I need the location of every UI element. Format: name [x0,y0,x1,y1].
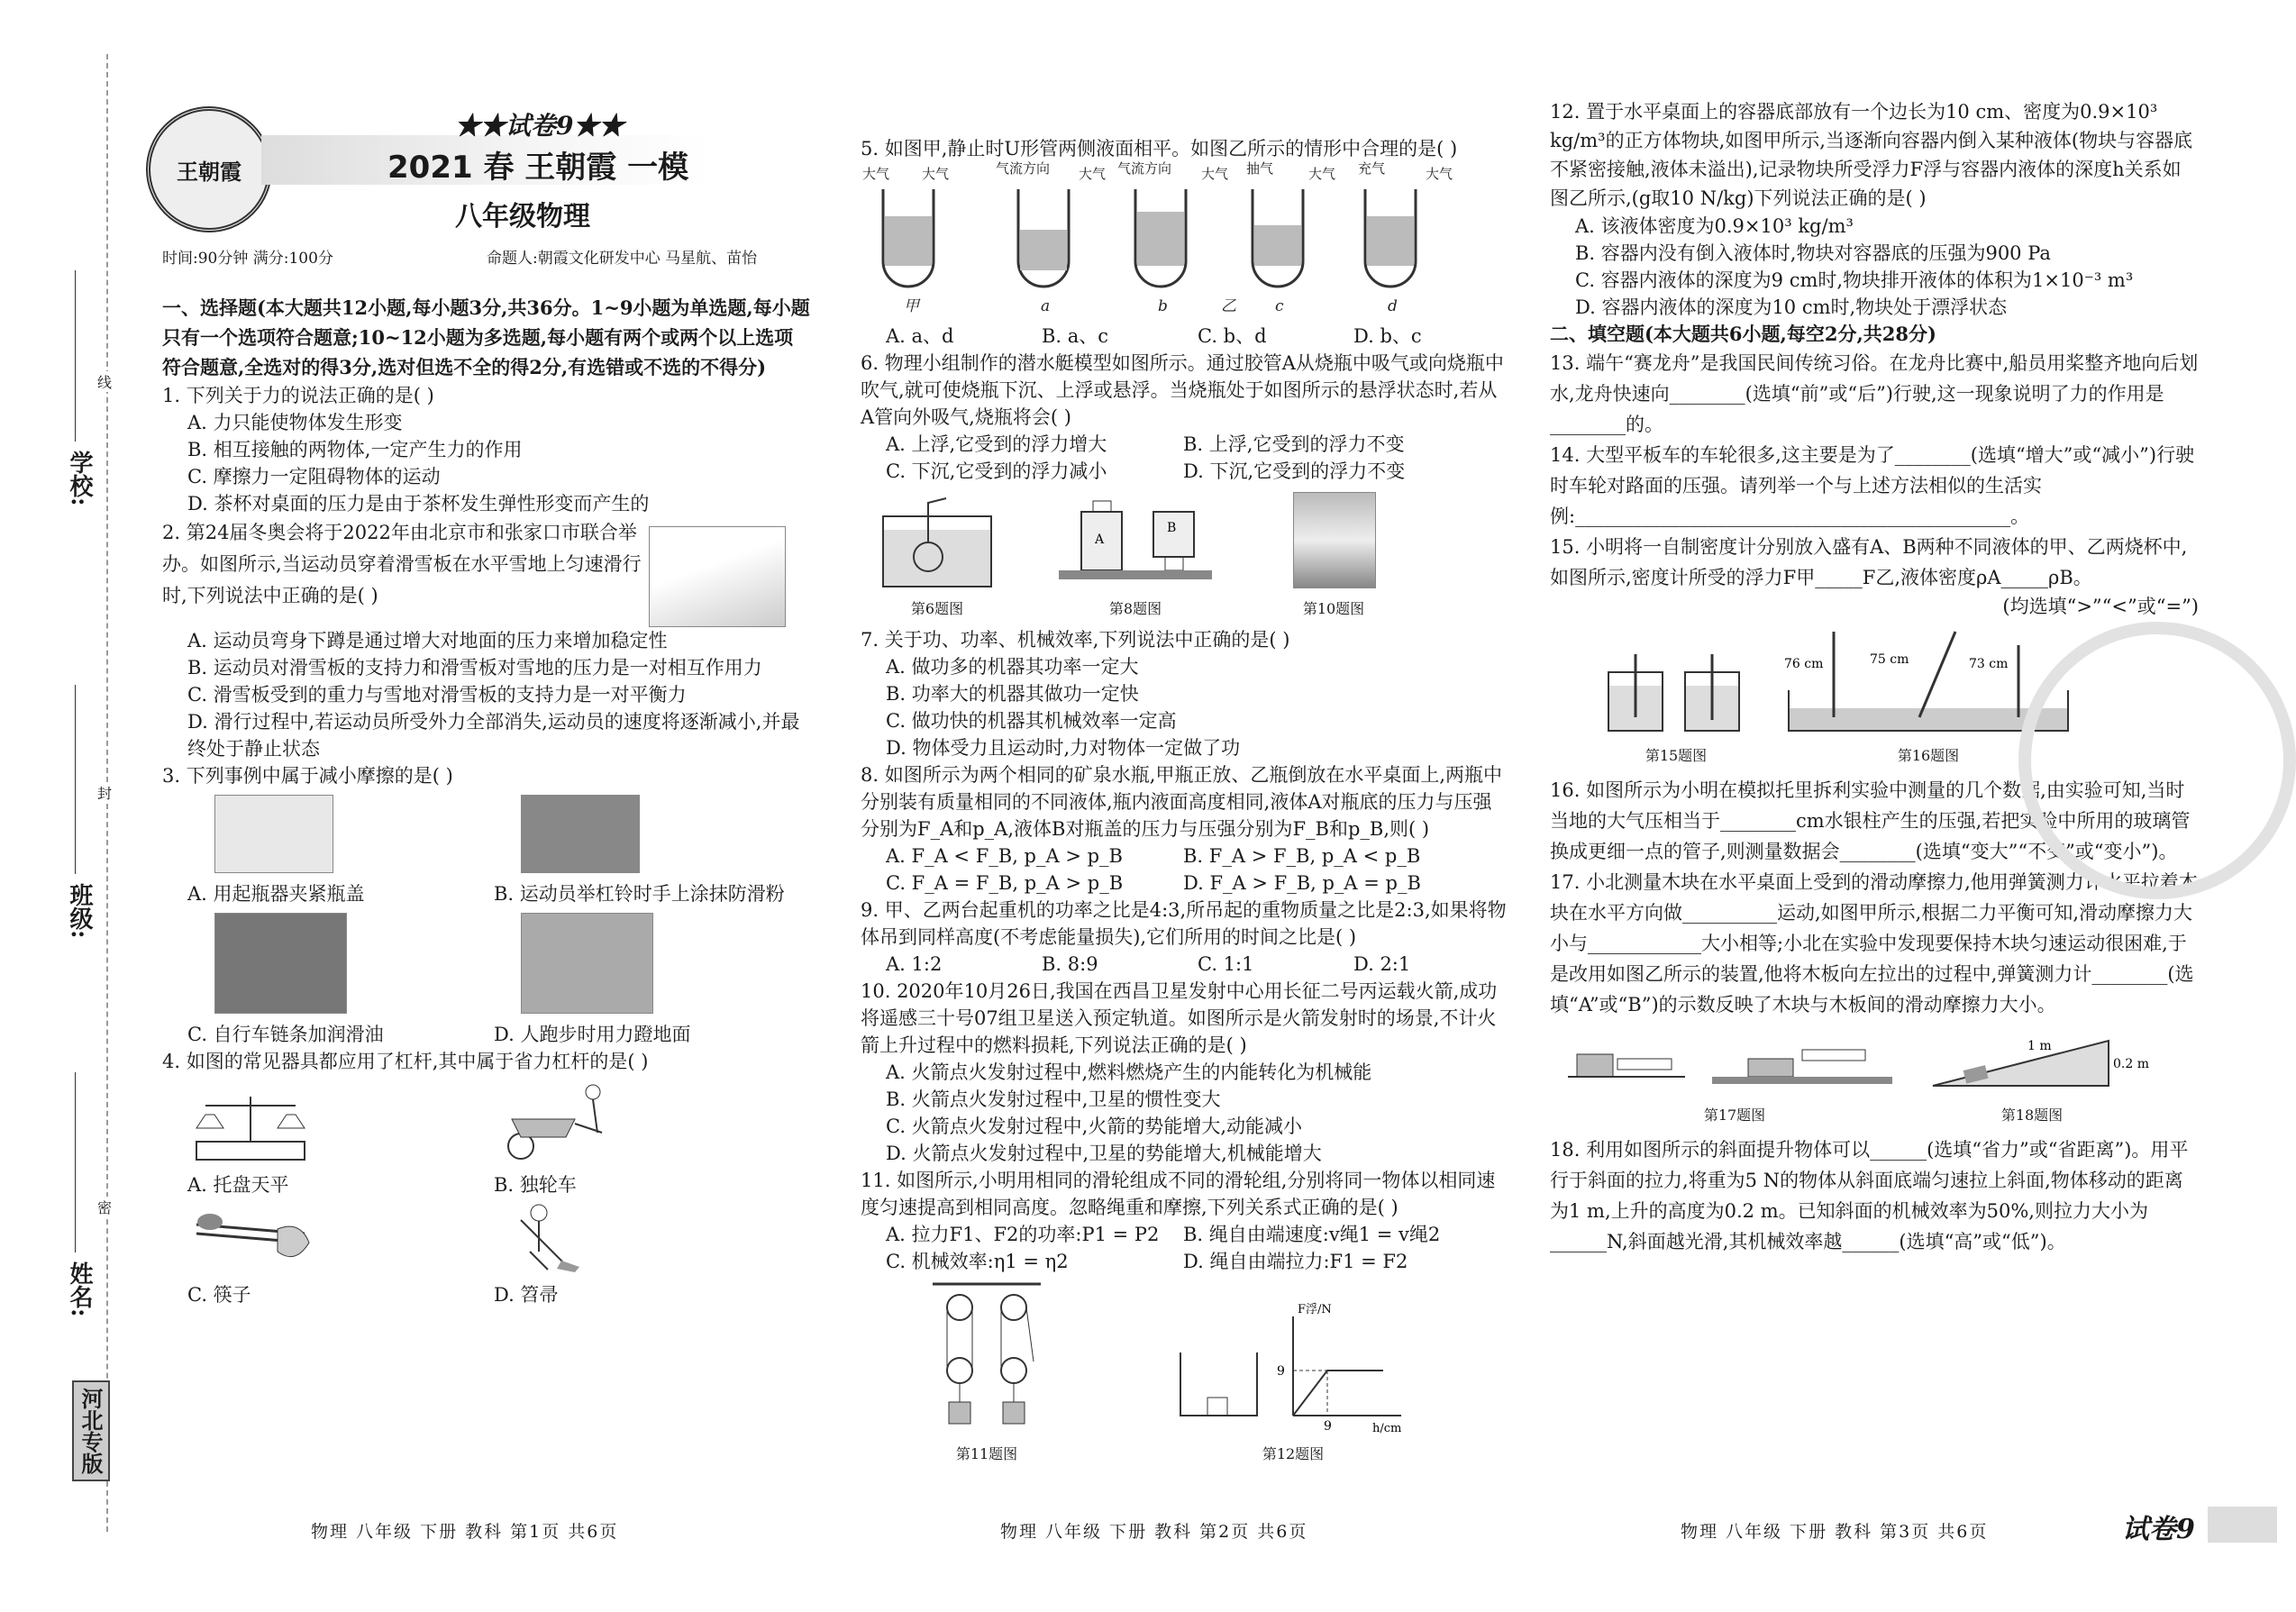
q9-option-d[interactable]: D. 2:1 [1353,953,1411,975]
q2-option-d[interactable]: D. 滑行过程中,若运动员所受外力全部消失,运动员的速度将逐渐减小,并最终处于静止状态 [187,711,800,760]
graph-x-axis-label: h/cm [1372,1422,1402,1435]
air-label: 大气 [862,166,890,182]
q6-option-b[interactable]: B. 上浮,它受到的浮力不变 [1183,433,1405,455]
q6-options-row2 [861,458,1509,485]
stamp-watermark [2018,622,2296,899]
air-label: 大气 [1201,166,1229,182]
q6-option-c[interactable]: C. 下沉,它受到的浮力减小 [886,460,1107,482]
q8-option-d[interactable]: D. F_A > F_B, p_A = p_B [1183,872,1421,894]
bottles-figure [1059,494,1212,588]
q6-option-a[interactable]: A. 上浮,它受到的浮力增大 [886,433,1107,455]
q15-note: (均选填“>”“<”或“=”) [2002,596,2199,617]
q8-option-b[interactable]: B. F_A > F_B, p_A < p_B [1183,845,1421,867]
fig-label: 甲 [904,297,919,315]
school-field[interactable] [75,270,76,442]
q8-options-row2 [861,870,1509,897]
region-badge: 河北专版 [72,1380,110,1481]
skier-image [649,526,786,627]
logo-text: 王朝霞 [177,158,241,185]
graph-y-axis-label: F浮/N [1298,1303,1332,1316]
q3-stem: 3. 下列事例中属于减小摩擦的是( ) [162,765,453,787]
seal-text-dense: 密 [97,1197,112,1217]
q6-options-row1 [861,431,1509,458]
q13-stem: 13. 端午“赛龙舟”是我国民间传统习俗。在龙舟比赛中,船员用桨整齐地向后划水,龙舟快速向________(选填“前”或“后”)行驶,这一现象说明了力的作用是________的。 [1550,352,2199,435]
friction-figure [1568,1032,1901,1095]
q10-option-b[interactable]: B. 火箭点火发射过程中,卫星的惯性变大 [886,1088,1221,1110]
q11-option-b[interactable]: B. 绳自由端速度:v绳1 = v绳2 [1183,1224,1441,1245]
class-label: 班级: [66,883,93,939]
svg-text:B: B [1167,521,1177,535]
q7-stem: 7. 关于功、功率、机械效率,下列说法中正确的是( ) [861,629,1290,651]
q9-options [861,951,1509,978]
q3-option-b[interactable]: B. 运动员举杠铃时手上涂抹防滑粉 [494,883,785,905]
fig16-caption: 第16题图 [1897,747,1960,764]
q12-option-c[interactable]: C. 容器内液体的深度为9 cm时,物块排开液体的体积为1×10⁻³ m³ [1575,269,2134,291]
q1-option-b[interactable]: B. 相互接触的两物体,一定产生力的作用 [187,439,523,460]
q3-option-a[interactable]: A. 用起瓶器夹紧瓶盖 [187,883,365,905]
q4-option-d[interactable]: D. 笤帚 [494,1284,559,1306]
fill-label: 充气 [1358,160,1386,177]
q11-option-c[interactable]: C. 机械效率:η1 = η2 [886,1251,1069,1272]
rocket-launch-image [1293,492,1376,588]
section-2-heading: 二、填空题(本大题共6小题,每空2分,共28分) [1550,323,1936,345]
q7-option-a[interactable]: A. 做功多的机器其功率一定大 [886,656,1139,678]
q2-block [162,517,811,627]
air-label: 大气 [1079,166,1107,182]
q3-images-row1 [162,795,811,907]
fig-label: 乙 [1221,297,1236,315]
q10-stem: 10. 2020年10月26日,我国在西昌卫星发射中心用长征二号丙运载火箭,成功将遥感三十号07组卫星送入预定轨道。如图所示是火箭发射时的场景,不计火箭上升过程中的燃料损耗,下列说法正确的是( ) [861,980,1498,1056]
q3-option-c[interactable]: C. 自行车链条加润滑油 [187,1024,384,1045]
pulley-figure [933,1280,1041,1434]
q8-options-row1 [861,842,1509,870]
q14-stem: 14. 大型平板车的车轮很多,这主要是为了________(选填“增大”或“减小”)行驶时车轮对路面的压强。请列举一个与上述方法相似的生活实例:______________________________________________。 [1550,444,2195,527]
footer-page-3: 物理 八年级 下册 教科 第3页 共6页 [1681,1522,1989,1542]
flow-label: 气流方向 [1117,160,1172,177]
svg-text:A: A [1095,533,1105,547]
q12-option-d[interactable]: D. 容器内液体的深度为10 cm时,物块处于漂浮状态 [1575,296,2008,318]
q7-option-b[interactable]: B. 功率大的机器其做功一定快 [886,683,1139,705]
q2-option-a[interactable]: A. 运动员弯身下蹲是通过增大对地面的压力来增加稳定性 [187,630,668,651]
seal-text-seal: 封 [97,782,112,803]
q8-option-a[interactable]: A. F_A < F_B, p_A > p_B [886,845,1123,867]
q12-option-a[interactable]: A. 该液体密度为0.9×10³ kg/m³ [1575,215,1854,237]
q6-stem: 6. 物理小组制作的潜水艇模型如图所示。通过胶管A从烧瓶中吸气或向烧瓶中吹气,就可使烧瓶下沉、上浮或悬浮。当烧瓶处于如图所示的悬浮状态时,若从A管向外吸气,烧瓶将会( ) [861,352,1504,428]
hydrometer-figure [1604,650,1748,735]
incline-height-label: 0.2 m [2113,1057,2149,1071]
q11-option-d[interactable]: D. 绳自由端拉力:F1 = F2 [1183,1251,1408,1272]
q4-option-a[interactable]: A. 托盘天平 [187,1174,289,1196]
q10-option-c[interactable]: C. 火箭点火发射过程中,火箭的势能增大,动能减小 [886,1116,1303,1137]
broom-image [494,1202,620,1274]
q3-image-c [214,913,347,1014]
q11-stem: 11. 如图所示,小明用相同的滑轮组成不同的滑轮组,分别将同一物体以相同速度匀速提高到相同高度。忽略绳重和摩擦,下列关系式正确的是( ) [861,1170,1496,1218]
name-label: 姓名: [66,1261,93,1317]
q7-option-c[interactable]: C. 做功快的机器其机械效率一定高 [886,710,1177,732]
fig-label: b [1158,297,1168,315]
q3-image-d [521,913,653,1014]
incline-figure [1928,1027,2149,1095]
q17-stem: 17. 小北测量木块在水平桌面上受到的滑动摩擦力,他用弹簧测力计水平拉着木块在水平方向做__________运动,如图甲所示,根据二力平衡可知,滑动摩擦力大小与____________大小相等;小北在实验中发现要保持木块匀速运动很困难,于是改用如图乙所示的装置,他将木板向左拉出的过程中,弹簧测力计________(选填“A”或“B”)的示数反映了木块与木板间的滑动摩擦力大小。 [1550,871,2198,1015]
fig-label: d [1388,297,1398,315]
footer-tag-bar [2208,1507,2277,1543]
u-tube-figure [861,162,1491,315]
air-label: 大气 [1426,166,1453,182]
q9-stem: 9. 甲、乙两台起重机的功率之比是4:3,所吊起的重物质量之比是2:3,如果将物体吊到同样高度(不考虑能量损失),它们所用的时间之比是( ) [861,899,1507,948]
balance-image [187,1079,314,1164]
q11-options-row2 [861,1248,1509,1275]
q12-stem: 12. 置于水平桌面上的容器底部放有一个边长为10 cm、密度为0.9×10³ kg/m³的正方体物块,如图甲所示,当逐渐向容器内倒入某种液体(物块与容器底不紧密接触,液体未溢出),记录物块所受浮力F浮与容器内液体的深度h关系如图乙所示,(g取10 N/kg)下列说法正确的是( ) [1550,101,2193,209]
class-field[interactable] [75,685,76,874]
torricelli-75cm-label: 75 cm [1870,652,1909,667]
fig11-caption: 第11题图 [955,1445,1018,1462]
q8-stem: 8. 如图所示为两个相同的矿泉水瓶,甲瓶正放、乙瓶倒放在水平桌面上,两瓶中分别装有质量相同的不同液体,瓶内液面高度相同,液体A对瓶底的压力与压强分别为F_A和p_A,液体B对瓶盖的压力与压强分别为F_B和p_B,则( ) [861,764,1503,840]
school-label: 学校: [66,451,93,506]
q10-option-d[interactable]: D. 火箭点火发射过程中,卫星的势能增大,机械能增大 [886,1143,1322,1164]
torricelli-76cm-label: 76 cm [1784,657,1824,671]
q5-option-b[interactable]: B. a、c [1042,325,1109,347]
fig15-caption: 第15题图 [1645,747,1708,764]
fig6-caption: 第6题图 [910,600,964,617]
buoyancy-graph-figure [1176,1298,1410,1434]
q5-option-d[interactable]: D. b、c [1353,325,1422,347]
footer-paper-tag: 试卷9 [2122,1514,2195,1545]
figures-11-12 [933,1280,1509,1468]
q16-stem: 16. 如图所示为小明在模拟托里拆利实验中测量的几个数据,由实验可知,当时当地的大气压相当于________cm水银柱产生的压强,若把实验中所用的玻璃管换成更细一点的管子,则测量数据会________(选填“变大”“不变”或“变小”)。 [1550,779,2191,862]
column-2 [861,135,1509,1468]
logo [146,106,272,232]
q10-option-a[interactable]: A. 火箭点火发射过程中,燃料燃烧产生的内能转化为机械能 [886,1061,1372,1083]
fig8-caption: 第8题图 [1108,600,1162,617]
q1-option-d[interactable]: D. 茶杯对桌面的压力是由于茶杯发生弹性形变而产生的 [187,493,650,515]
graph-tick-x-9: 9 [1324,1419,1332,1434]
figures-17-18 [1568,1027,2199,1129]
q5-option-c[interactable]: C. b、d [1198,325,1267,347]
q12-option-b[interactable]: B. 容器内没有倒入液体时,物块对容器底的压强为900 Pa [1575,242,2051,264]
q9-option-a[interactable]: A. 1:2 [886,953,943,975]
suck-label: 抽气 [1246,160,1274,177]
flow-label: 气流方向 [996,160,1051,177]
q4-images-row1 [162,1079,811,1198]
seal-text-line: 线 [97,371,112,392]
submarine-model-figure [879,494,996,588]
air-label: 大气 [1308,166,1336,182]
fig12-caption: 第12题图 [1262,1445,1325,1462]
graph-tick-y-9: 9 [1277,1364,1285,1379]
q11-options-row1 [861,1221,1509,1248]
chopsticks-image [187,1202,314,1274]
paper-subject: 八年级物理 [455,201,590,232]
q3-image-b [521,795,640,873]
figures-6-8-10 [879,492,1509,623]
fig-label: a [1041,297,1051,315]
q4-images-row2 [162,1202,811,1308]
q2-option-c[interactable]: C. 滑雪板受到的重力与雪地对滑雪板的支持力是一对平衡力 [187,684,687,706]
name-field[interactable] [75,1072,76,1252]
q9-option-b[interactable]: B. 8:9 [1042,953,1098,975]
q5-options [861,323,1509,350]
fig-label: c [1275,297,1284,315]
q3-images-row2 [162,913,811,1048]
q7-option-d[interactable]: D. 物体受力且运动时,力对物体一定做了功 [886,737,1241,759]
wheelbarrow-image [494,1079,620,1164]
q11-option-a[interactable]: A. 拉力F1、F2的功率:P1 = P2 [886,1224,1160,1245]
paper-title: 2021 春 王朝霞 一模 [387,150,689,186]
q2-option-b[interactable]: B. 运动员对滑雪板的支持力和滑雪板对雪地的压力是一对相互作用力 [187,657,762,678]
paper-label: ★★试卷9★★ [455,111,624,141]
section-1-heading: 一、选择题(本大题共12小题,每小题3分,共36分。1~9小题为单选题,每小题只有一个选项符合题意;10~12小题为多选题,每小题有两个或两个以上选项符合题意,全选对的得3分,选对但选不全的得2分,有选错或不选的不得分) [162,296,810,378]
binding-margin [0,0,113,1612]
q1-option-c[interactable]: C. 摩擦力一定阻碍物体的运动 [187,466,441,487]
q4-stem: 4. 如图的常见器具都应用了杠杆,其中属于省力杠杆的是( ) [162,1051,649,1072]
footer-page-2: 物理 八年级 下册 教科 第2页 共6页 [1000,1522,1308,1542]
q9-option-c[interactable]: C. 1:1 [1198,953,1254,975]
q3-image-a [214,795,333,873]
q4-option-b[interactable]: B. 独轮车 [494,1174,577,1196]
fig18-caption: 第18题图 [2000,1107,2064,1124]
fig10-caption: 第10题图 [1302,600,1365,617]
footer-page-1: 物理 八年级 下册 教科 第1页 共6页 [311,1522,619,1542]
q1-stem: 1. 下列关于力的说法正确的是( ) [162,385,434,406]
q5-option-a[interactable]: A. a、d [886,325,954,347]
q18-stem: 18. 利用如图所示的斜面提升物体可以______(选填“省力”或“省距离”)。用平行于斜面的拉力,将重为5 N的物体从斜面底端匀速拉上斜面,物体移动的距离为1 m,上升的高度为0.2 m。已知斜面的机械效率为50%,则拉力大小为______N,斜面越光滑,其机械效率越______(选填“高”或“低”)。 [1550,1139,2189,1252]
air-label: 大气 [922,166,950,182]
q3-option-d[interactable]: D. 人跑步时用力蹬地面 [494,1024,691,1045]
q4-option-c[interactable]: C. 筷子 [187,1284,251,1306]
fig17-caption: 第17题图 [1703,1107,1766,1124]
column-1 [162,293,811,1308]
incline-length-label: 1 m [2027,1039,2052,1053]
torricelli-73cm-label: 73 cm [1969,657,2009,671]
q2-stem: 2. 第24届冬奥会将于2022年由北京市和张家口市联合举办。如图所示,当运动员穿着滑雪板在水平雪地上匀速滑行时,下列说法中正确的是( ) [162,522,642,606]
q15-stem: 15. 小明将一自制密度计分别放入盛有A、B两种不同液体的甲、乙两烧杯中,如图所示,密度计所受的浮力F甲_____F乙,液体密度ρA_____ρB。 [1550,536,2188,588]
q6-option-d[interactable]: D. 下沉,它受到的浮力不变 [1183,460,1406,482]
q1-option-a[interactable]: A. 力只能使物体发生形变 [187,412,403,433]
meta-right: 命题人:朝霞文化研发中心 马星航、苗怡 [487,250,758,268]
meta-left: 时间:90分钟 满分:100分 [162,250,333,268]
q5-stem: 5. 如图甲,静止时U形管两侧液面相平。如图乙所示的情形中合理的是( ) [861,138,1458,159]
q8-option-c[interactable]: C. F_A = F_B, p_A > p_B [886,872,1124,894]
